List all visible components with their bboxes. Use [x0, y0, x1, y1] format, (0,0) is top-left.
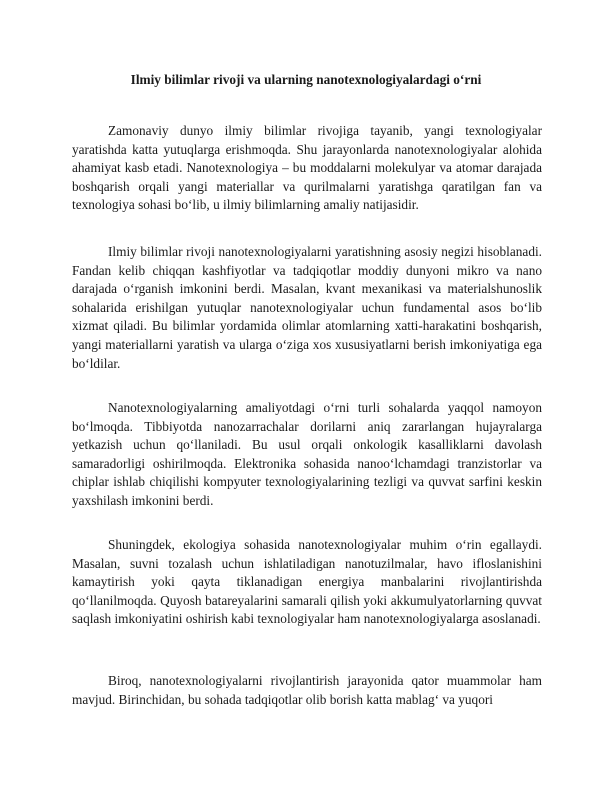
- paragraph-4: Shuningdek, ekologiya sohasida nanotexnologiyalar muhim o‘rin egallaydi. Masalan, suvni tozalash uchun ishlatiladigan nanotuzilmalar, havo ifloslanishini kamaytirish yoki qayta tiklanadigan energiya manbalarini rivojlantirishda qo‘llanilmoqda. Quyosh batareyalarini samarali qilish yoki akkumulyatorlarning quvvat saqlash imkoniyatini oshirish kabi texnologiyalar ham nanotexnologiyalarga asoslanadi.: [72, 537, 542, 627]
- paragraph-3: Nanotexnologiyalarning amaliyotdagi o‘rni turli sohalarda yaqqol namoyon bo‘lmoqda. Tibbiyotda nanozarrachalar dorilarni aniq zararlangan hujayralarga yetkazish uchun qo‘llaniladi. Bu usul orqali onkologik kasalliklarni davolash samaradorligi oshirilmoqda. Elektronika sohasida nanoo‘lchamdagi tranzistorlar va chiplar ishlab chiqilishi kompyuter texnologiyalarining tezligi va quvvat sarfini keskin yaxshilash imkonini berdi.: [72, 400, 542, 508]
- document-title: Ilmiy bilimlar rivoji va ularning nanotexnologiyalardagi o‘rni: [130, 72, 482, 87]
- paragraph-2: Ilmiy bilimlar rivoji nanotexnologiyalarni yaratishning asosiy negizi hisoblanadi. Fandan kelib chiqqan kashfiyotlar va tadqiqotlar moddiy dunyoni mikro va nano darajada o‘rganish imkonini berdi. Masalan, kvant mexanikasi va materialshunoslik sohalarida erishilgan yutuqlar nanotexnologiyalar uchun fundamental asos bo‘lib xizmat qiladi. Bu bilimlar yordamida olimlar atomlarning xatti-harakatini boshqarish, yangi materiallarni yaratish va ularga o‘ziga xos xususiyatlarni berish imkoniyatiga ega bo‘ldilar.: [72, 244, 542, 371]
- paragraph-1: Zamonaviy dunyo ilmiy bilimlar rivojiga tayanib, yangi texnologiyalar yaratishda katta yutuqlarga erishmoqda. Shu jarayonlarda nanotexnologiyalar alohida ahamiyat kasb etadi. Nanotexnologiya – bu moddalarni molekulyar va atomar darajada boshqarish orqali yangi materiallar va qurilmalarni yaratishga qaratilgan fan va texnologiya sohasi bo‘lib, u ilmiy bilimlarning amaliy natijasidir.: [72, 123, 542, 213]
- paragraph-5: Biroq, nanotexnologiyalarni rivojlantirish jarayonida qator muammolar ham mavjud. Birinchidan, bu sohada tadqiqotlar olib borish katta mablag‘ va yuqori: [72, 673, 542, 707]
